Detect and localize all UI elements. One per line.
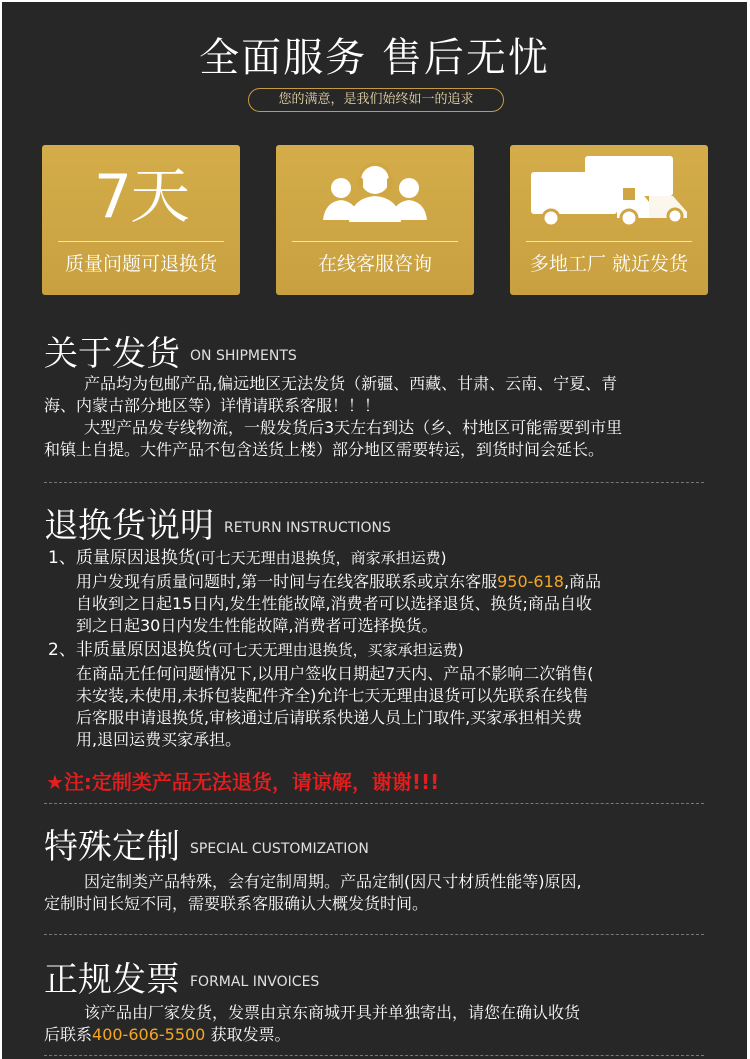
returns-item-2-note: (可七天无理由退换货，买家承担运费) (211, 641, 464, 659)
returns-item-1-heading (48, 547, 447, 569)
invoice-phone: 400-606-5500 (92, 1025, 206, 1044)
returns-item-2-head: 2、非质量原因退换货 (48, 640, 212, 660)
card-online-service (276, 145, 474, 295)
custom-no-return-warning (46, 766, 439, 795)
returns-item-2-line-2: 未安装,未使用,未拆包装配件齐全)允许七天无理由退货可以先联系在线售 (76, 686, 589, 705)
card-caption: 质量问题可退换货 (64, 253, 217, 275)
returns-item-2-heading (48, 639, 464, 661)
invoice-title-en: FORMAL INVOICES (190, 973, 320, 990)
shipping-title-en: ON SHIPMENTS (190, 347, 297, 364)
returns-item-1-text-end: ,商品 (563, 572, 602, 591)
card-divider (58, 241, 224, 242)
card-seven-day-return (42, 145, 240, 295)
returns-title-en: RETURN INSTRUCTIONS (224, 519, 391, 536)
returns-item-1-line-1 (76, 571, 601, 593)
returns-item-2-line-3: 后客服申请退换货,审核通过后请联系快递人员上门取件,买家承担相关费 (76, 708, 583, 727)
customer-service-people-icon (319, 158, 431, 226)
returns-item-1-line-3: 到之日起30日内发生性能故障,消费者可选择换货。 (76, 616, 438, 635)
divider (44, 482, 704, 483)
card-caption: 多地工厂 就近发货 (529, 253, 689, 275)
warning-text: 注:定制类产品无法退货，请谅解，谢谢!!! (63, 770, 440, 794)
shipping-line-4: 和镇上自提。大件产品不包含送货上楼）部分地区需要转运，到货时间会延长。 (44, 440, 605, 459)
custom-title: 特殊定制 (44, 827, 180, 867)
returns-item-1-text: 用户发现有质量问题时,第一时间与在线客服联系或京东客服 (76, 572, 498, 591)
section-title-custom (44, 819, 369, 868)
page-subtitle: 您的满意，是我们始终如一的追求 (248, 88, 504, 112)
returns-item-1-head: 1、质量原因退换货 (48, 548, 195, 568)
card-divider (526, 241, 692, 242)
shipping-line-3: 大型产品发专线物流，一般发货后3天左右到达（乡、村地区可能需要到市里 (84, 418, 623, 437)
custom-title-en: SPECIAL CUSTOMIZATION (190, 840, 369, 857)
returns-title: 退换货说明 (44, 506, 214, 546)
section-title-shipping (44, 326, 297, 375)
delivery-truck-icon (529, 156, 689, 228)
custom-line-1: 因定制类产品特殊，会有定制周期。产品定制(因尺寸材质性能等)原因, (84, 872, 582, 891)
invoice-text-end: 获取发票。 (205, 1025, 291, 1044)
section-title-invoice (44, 952, 319, 1001)
custom-line-2: 定制时间长短不同，需要联系客服确认大概发货时间。 (44, 894, 429, 913)
shipping-title: 关于发货 (44, 334, 180, 374)
jd-service-phone: 950-618 (497, 572, 564, 591)
card-caption: 在线客服咨询 (317, 253, 432, 275)
shipping-line-2: 海、内蒙古部分地区等）详情请联系客服！！！ (44, 396, 381, 415)
page-title: 全面服务 售后无忧 (199, 35, 550, 81)
section-title-returns (44, 498, 391, 547)
invoice-title: 正规发票 (44, 960, 180, 1000)
divider (44, 803, 704, 804)
invoice-line-2 (44, 1024, 290, 1046)
divider (44, 1055, 704, 1056)
seven-days-text: 7天 (93, 162, 189, 232)
card-divider (292, 241, 458, 242)
star-icon: ★ (46, 770, 64, 794)
returns-item-2-line-4: 用,退回运费买家承担。 (76, 730, 242, 749)
returns-item-1-line-2: 自收到之日起15日内,发生性能故障,消费者可以选择退货、换货;商品自收 (76, 594, 592, 613)
shipping-line-1: 产品均为包邮产品,偏远地区无法发货（新疆、西藏、甘肃、云南、宁夏、青 (84, 374, 618, 393)
invoice-line-1: 该产品由厂家发货，发票由京东商城开具并单独寄出，请您在确认收货 (84, 1003, 581, 1022)
returns-item-1-note: (可七天无理由退换货，商家承担运费) (194, 549, 447, 567)
card-factory-shipping (510, 145, 708, 295)
returns-item-2-line-1: 在商品无任何问题情况下,以用户签收日期起7天内、产品不影响二次销售( (76, 664, 594, 683)
invoice-text: 后联系 (44, 1025, 93, 1044)
divider (44, 934, 704, 935)
